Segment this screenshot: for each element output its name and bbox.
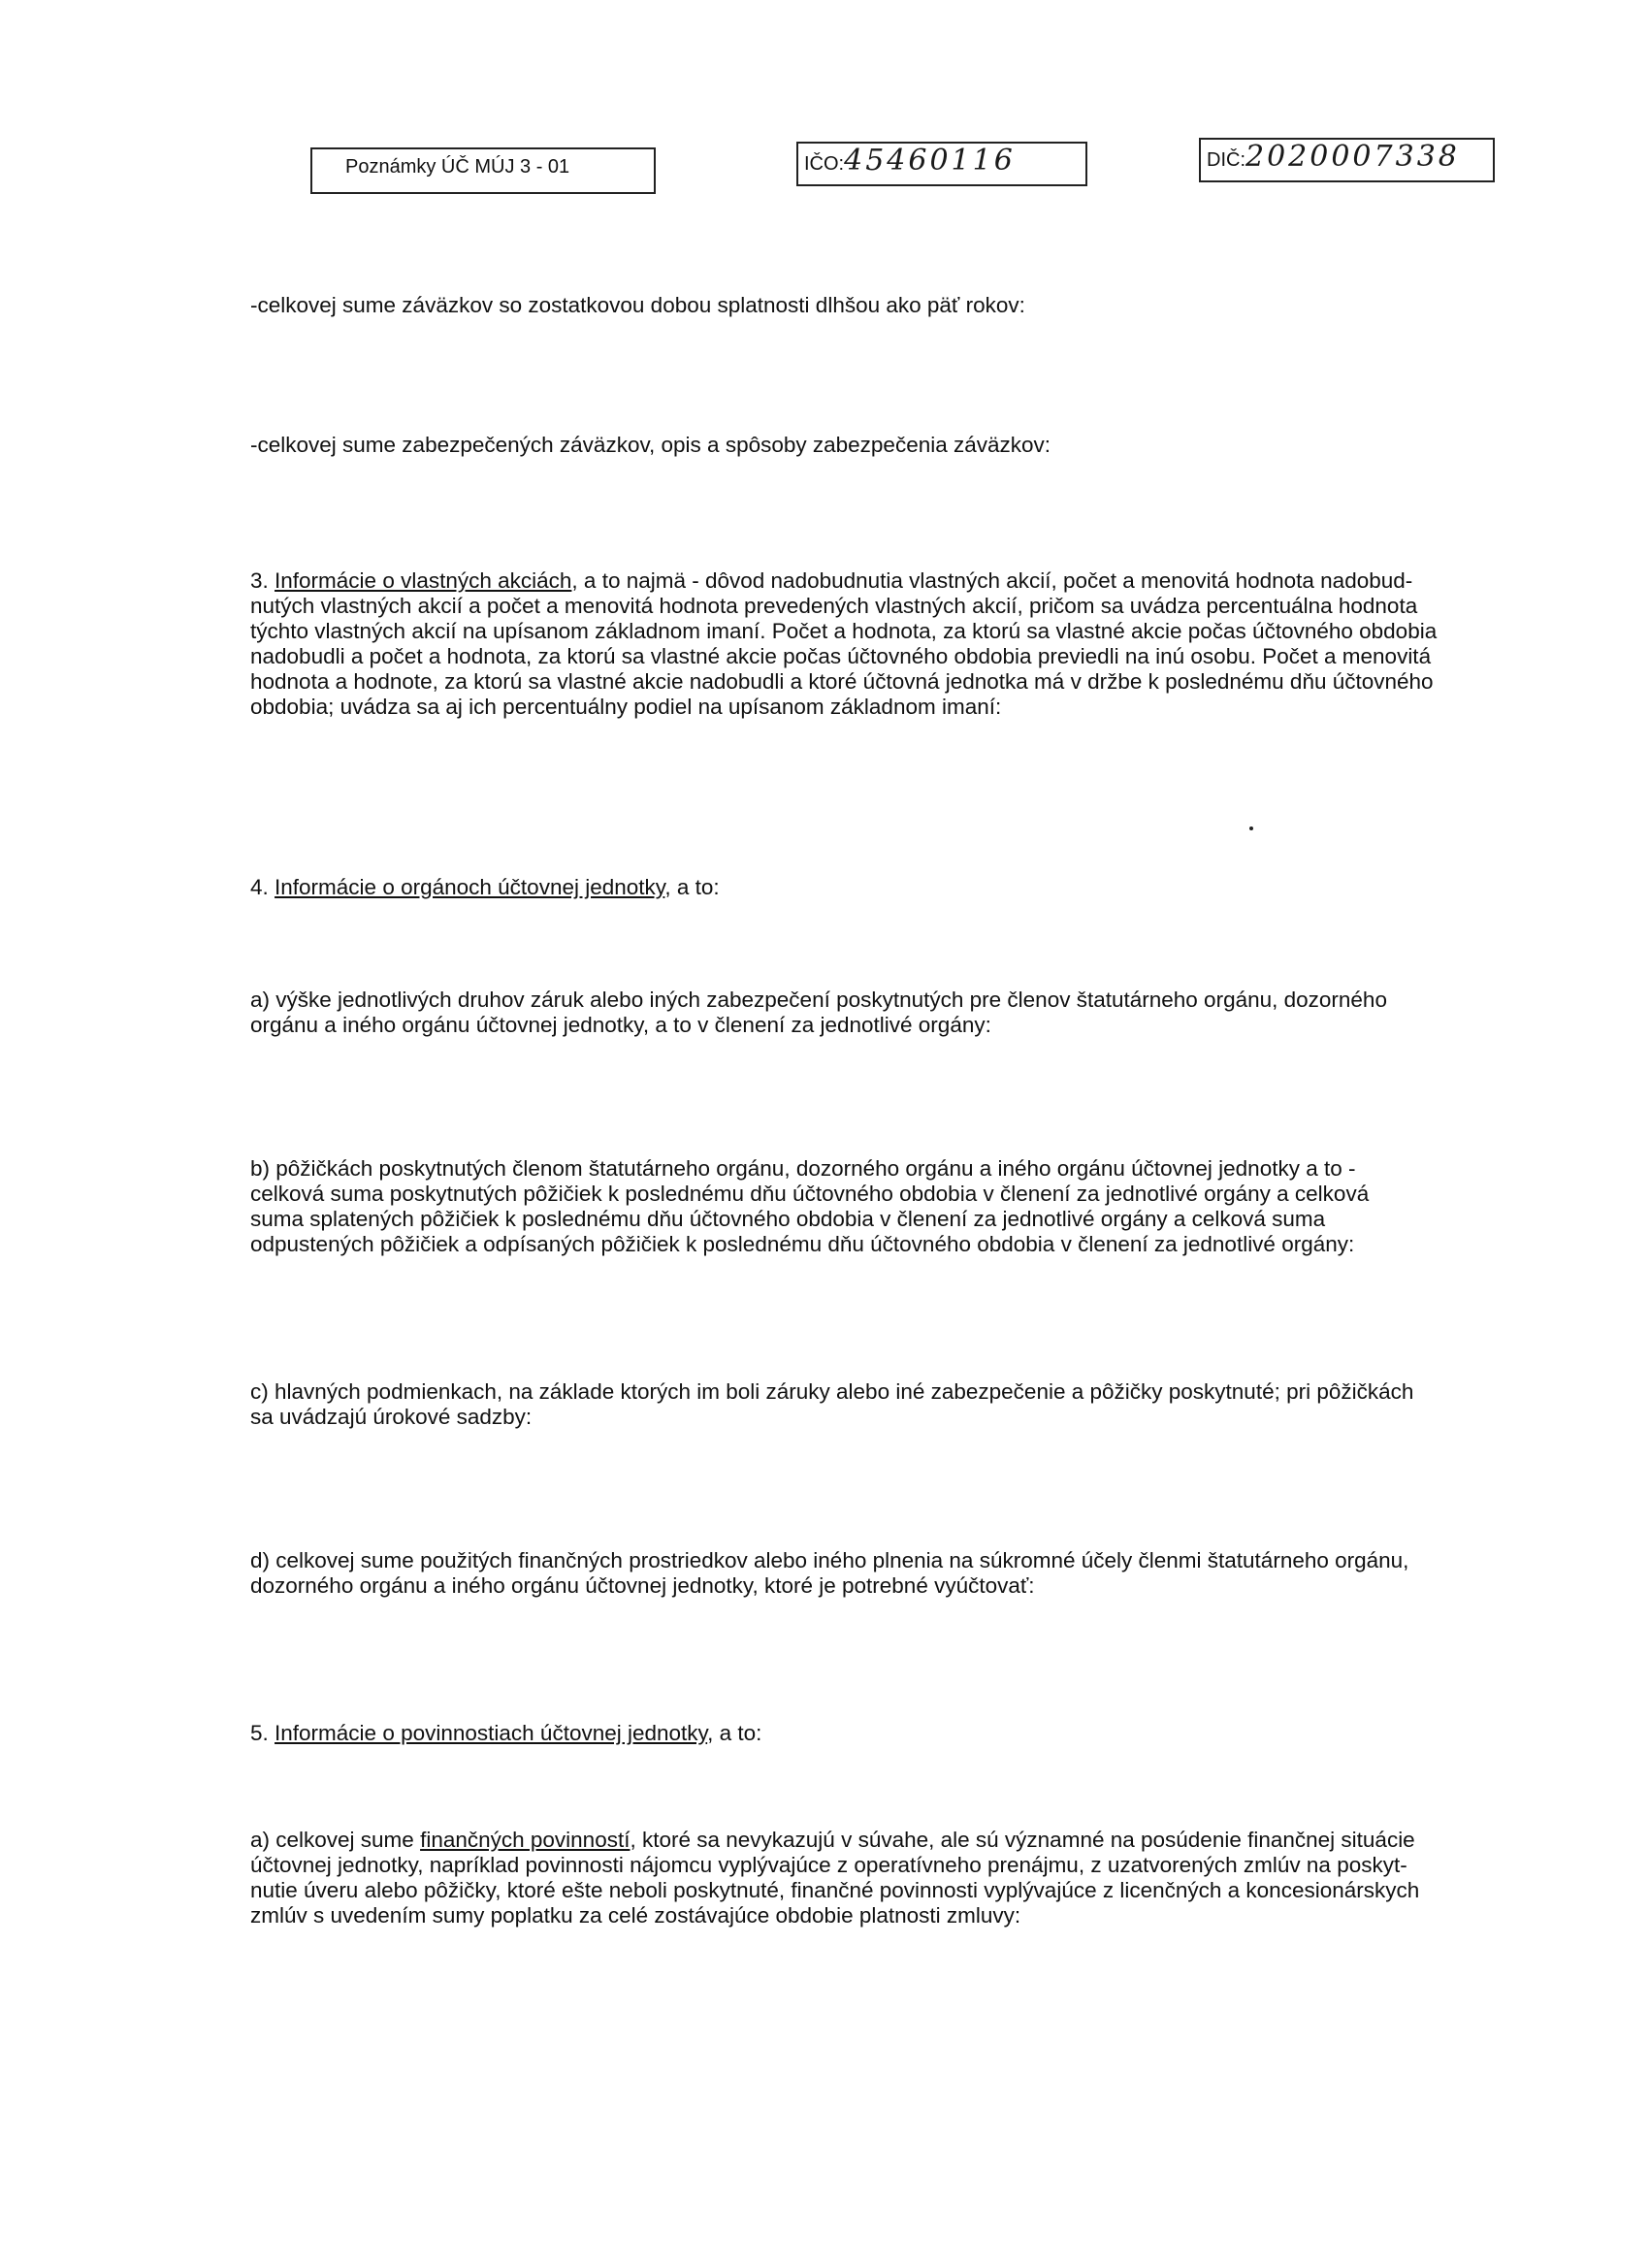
form-label: Poznámky ÚČ MÚJ 3 - 01 — [345, 156, 570, 178]
section-4-number: 4. — [250, 875, 269, 899]
stray-mark — [1249, 826, 1253, 830]
liabilities-over-five-years: -celkovej sume záväzkov so zostatkovou dobou splatnosti dlhšou ako päť rokov: — [250, 293, 1025, 317]
section-4b: b) pôžičkách poskytnutých členom štatutárneho orgánu, dozorného orgánu a iného orgánu účtovnej jednotky a to - celková suma poskytnutých pôžičiek k poslednému dňu účtovného obdobia v členení za jednotlivé orgány a celková suma splatených pôžičiek k poslednému dňu účtovného obdobia v členení za jednotlivé orgány a celková suma odpustených pôžičiek a odpísaných pôžičiek k poslednému dňu účtovného obdobia v členení za jednotlivé orgány: — [250, 1156, 1370, 1256]
section-3-heading: Informácie o vlastných akciách — [275, 568, 572, 593]
form-label-box — [310, 147, 656, 194]
ico-handwritten-value: 45460116 — [844, 144, 1016, 178]
section-4-heading-line: 4. Informácie o orgánoch účtovnej jednotky, a to: — [250, 875, 720, 899]
financial-obligations-term: finančných povinností — [420, 1828, 630, 1852]
section-5-number: 5. — [250, 1721, 269, 1745]
section-5-heading-line: 5. Informácie o povinnostiach účtovnej jednotky, a to: — [250, 1721, 762, 1745]
dic-box — [1199, 138, 1495, 182]
section-3-number: 3. — [250, 568, 269, 593]
ico-box — [796, 142, 1087, 186]
section-5a: a) celkovej sume finančných povinností, ktoré sa nevykazujú v súvahe, ale sú významné na posúdenie finančnej situácie účtovnej jednotky, napríklad povinnosti nájomcu vyplývajúce z operatívneho prenájmu, z uzatvorených zmlúv na poskyt- nutie úveru alebo pôžičky, ktoré ešte neboli poskytnuté, finančné povinnosti vyplývajúce z licenčných a koncesionárskych zmlúv s uvedením sumy poplatku za celé zostávajúce obdobie platnosti zmluvy: — [250, 1828, 1420, 1928]
section-4a: a) výške jednotlivých druhov záruk alebo iných zabezpečení poskytnutých pre členov štatutárneho orgánu, dozorného orgánu a iného orgánu účtovnej jednotky, a to v členení za jednotlivé orgány: — [250, 988, 1387, 1037]
secured-liabilities: -celkovej sume zabezpečených záväzkov, opis a spôsoby zabezpečenia záväzkov: — [250, 433, 1051, 457]
ico-label: IČO: — [804, 153, 845, 175]
section-5-heading: Informácie o povinnostiach účtovnej jednotky — [275, 1721, 708, 1745]
dic-label: DIČ: — [1207, 149, 1245, 171]
section-3-own-shares: 3. Informácie o vlastných akciách, a to najmä - dôvod nadobudnutia vlastných akcií, počet a menovitá hodnota nadobud- nutých vlastných akcií a počet a menovitá hodnota prevedených vlastných akcií, pričom sa uvádza percentuálna hodnota týchto vlastných akcií na upísanom základnom imaní. Počet a hodnota, za ktorú sa vlastné akcie počas účtovného obdobia nadobudli a počet a hodnota, za ktorú sa vlastné akcie počas účtovného obdobia previedli na inú osobu. Počet a menovitá hodnota a hodnote, za ktorú sa vlastné akcie nadobudli a ktoré účtovná jednotka má v držbe k poslednému dňu účtovného obdobia; uvádza sa aj ich percentuálny podiel na upísanom základnom imaní: — [250, 568, 1438, 719]
section-4c: c) hlavných podmienkach, na základe ktorých im boli záruky alebo iné zabezpečenie a pôžičky poskytnuté; pri pôžičkách sa uvádzajú úrokové sadzby: — [250, 1379, 1414, 1429]
section-4d: d) celkovej sume použitých finančných prostriedkov alebo iného plnenia na súkromné účely členmi štatutárneho orgánu, dozorného orgánu a iného orgánu účtovnej jednotky, ktoré je potrebné vyúčtovať: — [250, 1548, 1409, 1598]
section-4-heading: Informácie o orgánoch účtovnej jednotky — [275, 875, 665, 899]
dic-handwritten-value: 2020007338 — [1245, 140, 1460, 174]
